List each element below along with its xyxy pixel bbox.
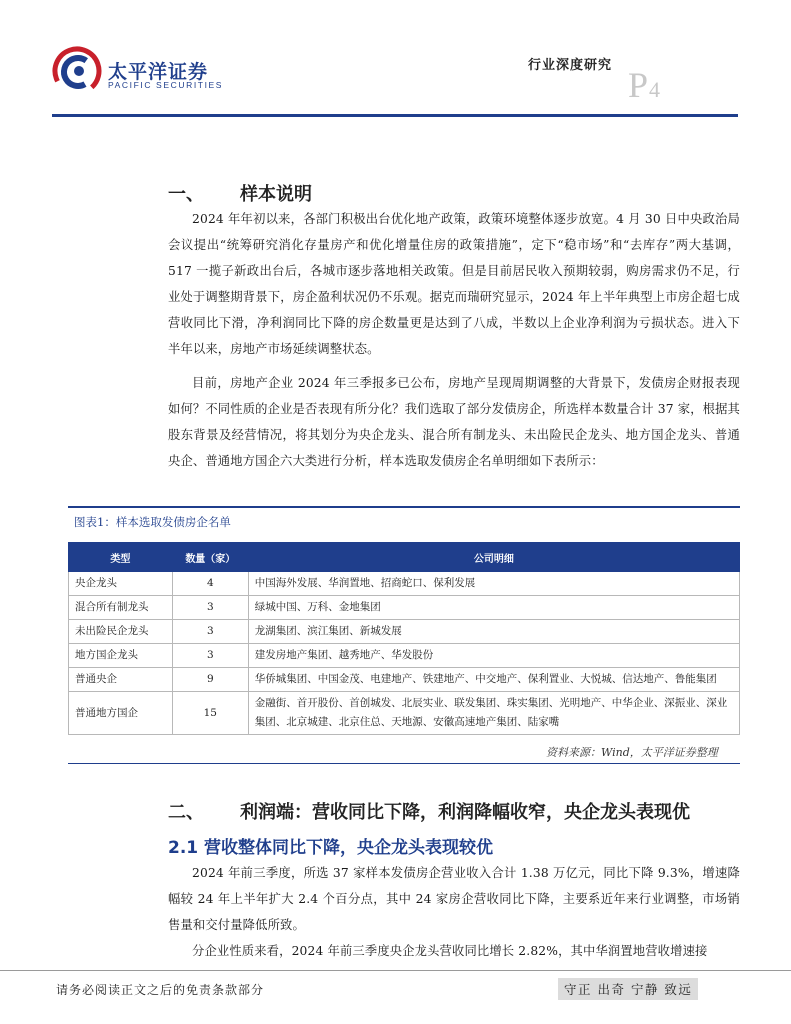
paragraph: 目前，房地产企业 2024 年三季报多已公布，房地产呈现周期调整的大背景下，发债房企财报表现如何？不同性质的企业是否表现有所分化？我们选取了部分发债房企，所选样本数量合计 37 家，根据其股东背景及经营情况，将其划分为央企龙头、混合所有制龙头、未出险民企龙头、地方国企龙头、普通央企、普通地方国企六大类进行分析，样本选取发债房企名单明细如下表所示： <box>168 376 740 468</box>
figure-source: 资料来源：Wind，太平洋证券整理 <box>546 746 718 759</box>
subsection-heading <box>168 833 493 858</box>
cell-type: 地方国企龙头 <box>69 644 173 668</box>
cell-count: 15 <box>172 692 248 735</box>
column-header: 类型 <box>69 543 173 572</box>
page-letter: P <box>628 65 649 105</box>
cell-type: 未出险民企龙头 <box>69 620 173 644</box>
table-row <box>69 644 740 668</box>
section-title: 利润端：营收同比下降，利润降幅收窄，央企龙头表现优 <box>240 802 690 823</box>
cell-detail: 金融街、首开股份、首创城发、北辰实业、联发集团、珠实集团、光明地产、中华企业、深振业、深业集团、北京城建、北京住总、天地源、安徽高速地产集团、陆家嘴 <box>248 692 739 735</box>
cell-type: 普通地方国企 <box>69 692 173 735</box>
cell-count: 3 <box>172 620 248 644</box>
logo-company-name: 太平洋证券 <box>108 61 209 83</box>
cell-type: 普通央企 <box>69 668 173 692</box>
cell-count: 3 <box>172 644 248 668</box>
figure-top-rule <box>68 506 740 508</box>
header-divider <box>52 114 738 117</box>
footer-divider <box>0 970 791 971</box>
cell-detail: 龙湖集团、滨江集团、新城发展 <box>248 620 739 644</box>
cell-detail: 中国海外发展、华润置地、招商蛇口、保利发展 <box>248 572 739 596</box>
subsection-title: 营收整体同比下降，央企龙头表现较优 <box>204 838 494 858</box>
cell-type: 混合所有制龙头 <box>69 596 173 620</box>
paragraph: 2024 年前三季度，所选 37 家样本发债房企营业收入合计 1.38 万亿元，同比下降 9.3%，增速降幅较 24 年上半年扩大 2.4 个百分点，其中 24 家房企营收同比下降，主要系近年来行业调整，市场销售量和交付量降低所致。 <box>168 866 740 932</box>
table-row <box>69 692 740 735</box>
table-row <box>69 620 740 644</box>
section-number: 二、 <box>168 802 204 823</box>
table-row <box>69 596 740 620</box>
cell-detail: 绿城中国、万科、金地集团 <box>248 596 739 620</box>
table-row <box>69 572 740 596</box>
page-digit: 4 <box>649 77 661 102</box>
subsection-number: 2.1 <box>168 838 199 858</box>
column-header: 数量（家） <box>172 543 248 572</box>
table-row <box>69 668 740 692</box>
logo-company-name-en: PACIFIC SECURITIES <box>108 80 224 90</box>
footer-motto: 守正 出奇 宁静 致远 <box>558 978 698 1000</box>
cell-type: 央企龙头 <box>69 572 173 596</box>
column-header: 公司明细 <box>248 543 739 572</box>
section-number: 一、 <box>168 184 204 205</box>
figure-title: 图表1：样本选取发债房企名单 <box>74 515 231 529</box>
section-title: 样本说明 <box>240 184 312 205</box>
cell-detail: 建发房地产集团、越秀地产、华发股份 <box>248 644 739 668</box>
cell-count: 3 <box>172 596 248 620</box>
section-heading <box>168 180 312 206</box>
company-logo-icon <box>52 46 102 96</box>
footer-disclaimer: 请务必阅读正文之后的免责条款部分 <box>56 983 265 997</box>
table-header-row <box>69 543 740 572</box>
cell-detail: 华侨城集团、中国金茂、电建地产、铁建地产、中交地产、保利置业、大悦城、信达地产、鲁能集团 <box>248 668 739 692</box>
sample-table <box>68 542 740 735</box>
figure-bottom-rule <box>68 763 740 764</box>
paragraph: 2024 年年初以来，各部门积极出台优化地产政策，政策环境整体逐步放宽。4 月 30 日中央政治局会议提出“统筹研究消化存量房产和优化增量住房的政策措施”，定下“稳市场”和“去库存”两大基调，517 一揽子新政出台后，各城市逐步落地相关政策。但是目前居民收入预期较弱，购房需求仍不足，行业处于调整期背景下，房企盈利状况仍不乐观。据克而瑞研究显示，2024 年上半年典型上市房企超七成营收同比下滑，净利润同比下降的房企数量更是达到了八成，半数以上企业净利润为亏损状态。进入下半年以来，房地产市场延续调整状态。 <box>168 212 740 356</box>
page-number <box>628 64 660 106</box>
section-heading <box>168 798 690 824</box>
report-type: 行业深度研究 <box>528 58 613 73</box>
cell-count: 4 <box>172 572 248 596</box>
cell-count: 9 <box>172 668 248 692</box>
paragraph: 分企业性质来看，2024 年前三季度央企龙头营收同比增长 2.82%，其中华润置地营收增速接 <box>192 944 708 958</box>
